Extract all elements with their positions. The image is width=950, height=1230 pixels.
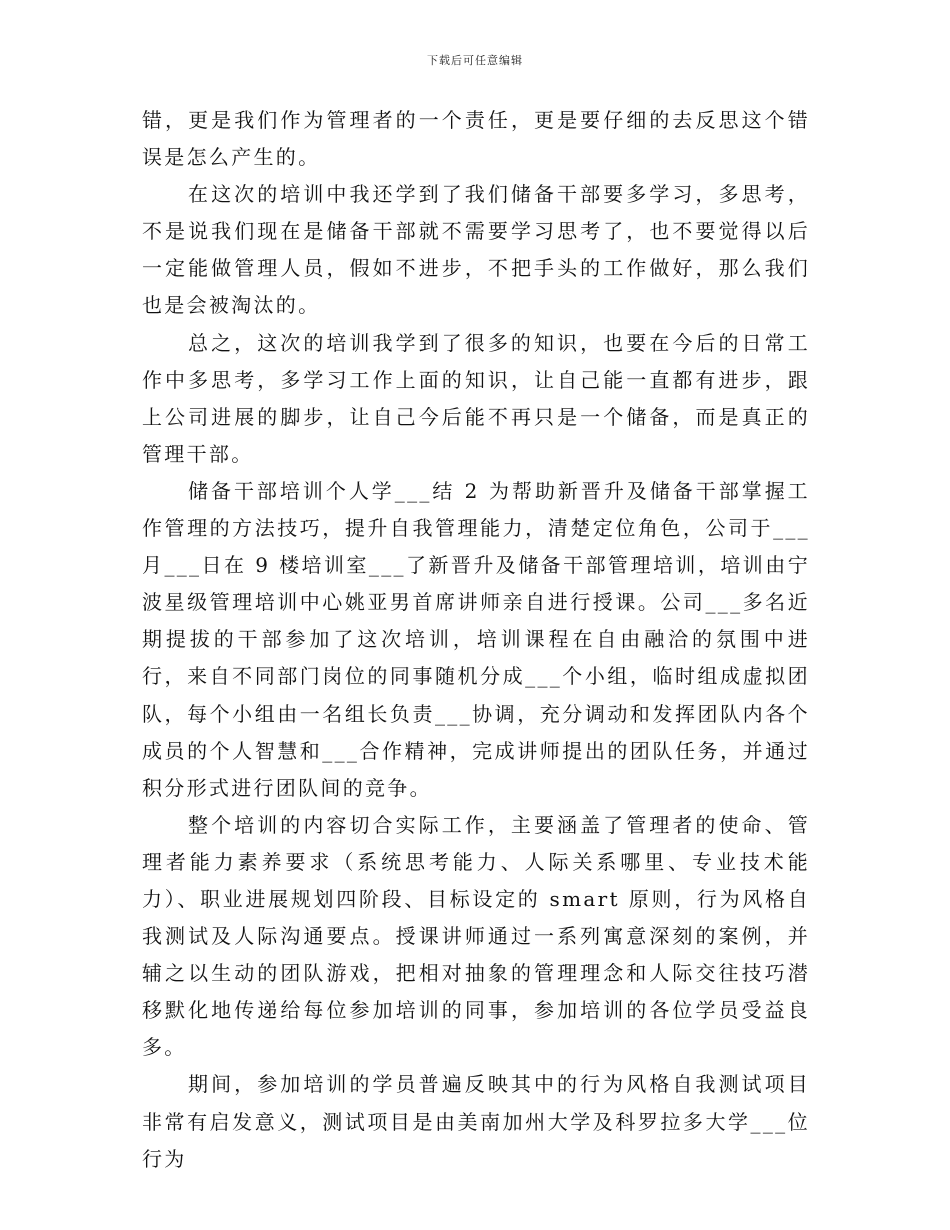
paragraph-1: 错，更是我们作为管理者的一个责任，更是要仔细的去反思这个错误是怎么产生的。 xyxy=(142,108,810,170)
paragraph-2: 在这次的培训中我还学到了我们储备干部要多学习，多思考，不是说我们现在是储备干部就不需要学习思考了，也不要觉得以后一定能做管理人员，假如不进步，不把手头的工作做好，那么我们也是会被淘汰的。 xyxy=(142,182,810,318)
paragraph-6: 期间，参加培训的学员普遍反映其中的行为风格自我测试项目非常有启发意义，测试项目是由美南加州大学及科罗拉多大学___位行为 xyxy=(142,1072,810,1171)
paragraph-5: 整个培训的内容切合实际工作，主要涵盖了管理者的使命、管理者能力素养要求（系统思考能力、人际关系哪里、专业技术能力）、职业进展规划四阶段、目标设定的 smart 原则，行为风格自我测试及人际沟通要点。授课讲师通过一系列寓意深刻的案例，并辅之以生动的团队游戏，把相对抽象的管理理念和人际交往技巧潜移默化地传递给每位参加培训的同事，参加培训的各位学员受益良多。 xyxy=(142,812,810,1060)
document-body xyxy=(142,102,810,1178)
paragraph-4: 储备干部培训个人学___结 2 为帮助新晋升及储备干部掌握工作管理的方法技巧，提升自我管理能力，清楚定位角色，公司于___月___日在 9 楼培训室___了新晋升及储备干部管理培训，培训由宁波星级管理培训中心姚亚男首席讲师亲自进行授课。公司___多名近期提拔的干部参加了这次培训，培训课程在自由融洽的氛围中进行，来自不同部门岗位的同事随机分成___个小组，临时组成虚拟团队，每个小组由一名组长负责___协调，充分调动和发挥团队内各个成员的个人智慧和___合作精神，完成讲师提出的团队任务，并通过积分形式进行团队间的竞争。 xyxy=(142,478,810,800)
paragraph-3: 总之，这次的培训我学到了很多的知识，也要在今后的日常工作中多思考，多学习工作上面的知识，让自己能一直都有进步，跟上公司进展的脚步，让自己今后能不再只是一个储备，而是真正的管理干部。 xyxy=(142,330,810,466)
page-header xyxy=(0,52,950,68)
header-note: 下载后可任意编辑 xyxy=(427,54,523,67)
